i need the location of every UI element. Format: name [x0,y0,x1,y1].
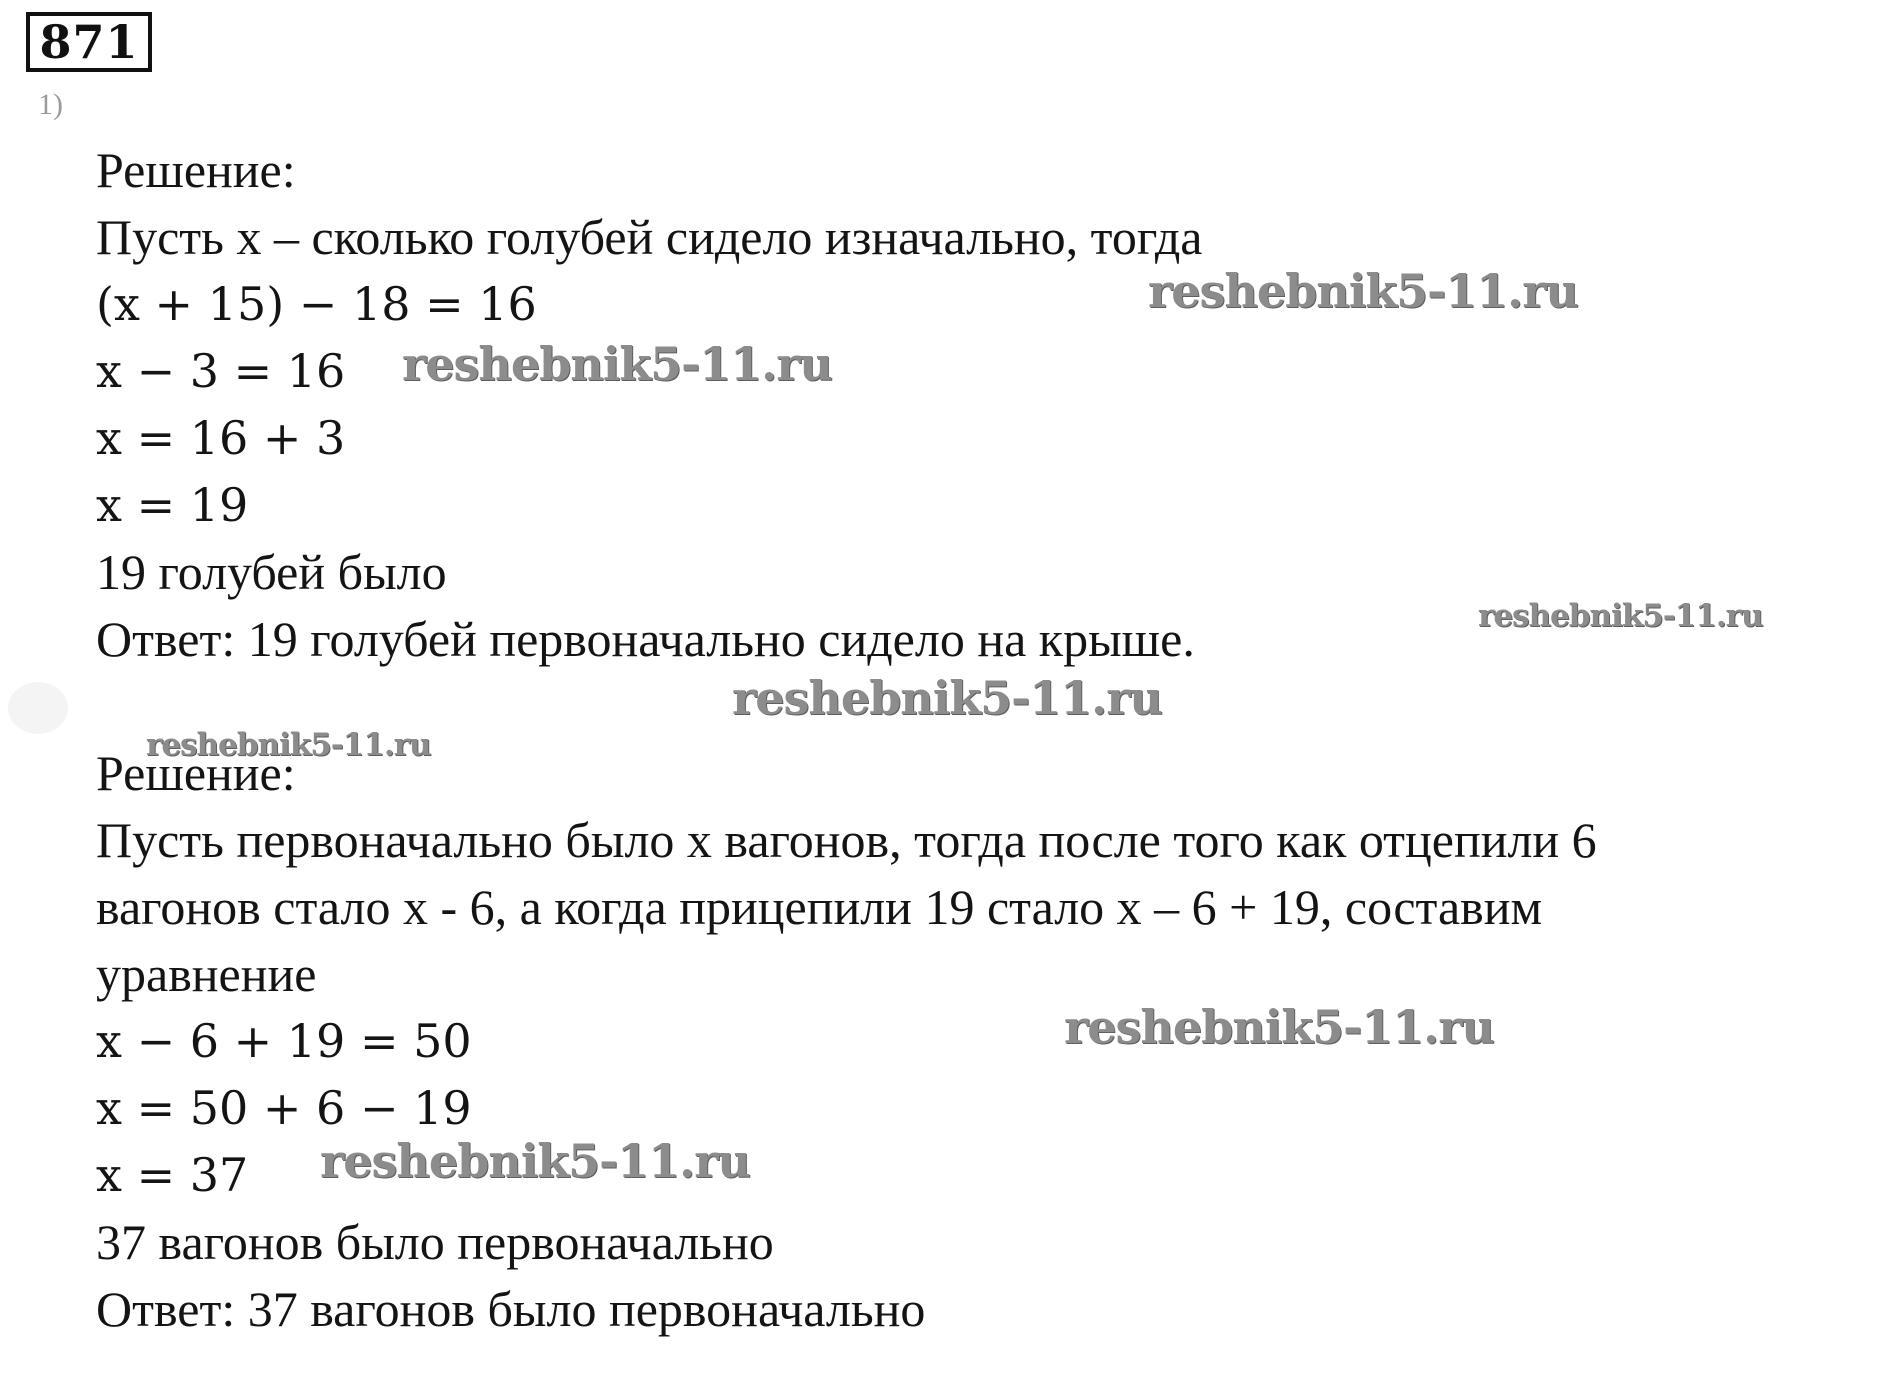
part2-answer: Ответ: 37 вагонов было первоначально [96,1281,926,1337]
part1-intro: Пусть x – сколько голубей сидело изначально, тогда [96,209,1203,265]
part2-solution-label: Решение: [96,745,296,801]
scan-smudge [8,682,68,734]
watermark: reshebnik5-11.ru [732,671,1162,725]
part2-equation-3: x = 37 [96,1148,249,1202]
part2-intro-line-2: вагонов стало x - 6, а когда прицепили 19 стало x – 6 + 19, составим [96,879,1543,935]
part2-intro-line-3: уравнение [96,946,317,1002]
task-number-box: 871 [26,12,152,72]
part1-equation-4: x = 19 [96,478,249,532]
watermark: reshebnik5-11.ru [1478,598,1763,634]
part-number-mark: 1) [38,88,63,121]
watermark: reshebnik5-11.ru [320,1134,750,1188]
watermark: reshebnik5-11.ru [1064,1000,1494,1054]
part1-equation-3: x = 16 + 3 [96,411,346,465]
watermark: reshebnik5-11.ru [402,337,832,391]
part1-result: 19 голубей было [96,544,447,600]
watermark: reshebnik5-11.ru [146,727,431,763]
part1-answer: Ответ: 19 голубей первоначально сидело на крыше. [96,611,1195,667]
part2-equation-2: x = 50 + 6 − 19 [96,1081,472,1135]
part1-equation-2: x − 3 = 16 [96,344,346,398]
part2-equation-1: x − 6 + 19 = 50 [96,1014,472,1068]
watermark: reshebnik5-11.ru [1148,264,1578,318]
part1-equation-1: (x + 15) − 18 = 16 [96,277,537,331]
part1-solution-label: Решение: [96,142,296,198]
part2-intro-line-1: Пусть первоначально было x вагонов, тогда после того как отцепили 6 [96,812,1597,868]
part2-result: 37 вагонов было первоначально [96,1214,774,1270]
